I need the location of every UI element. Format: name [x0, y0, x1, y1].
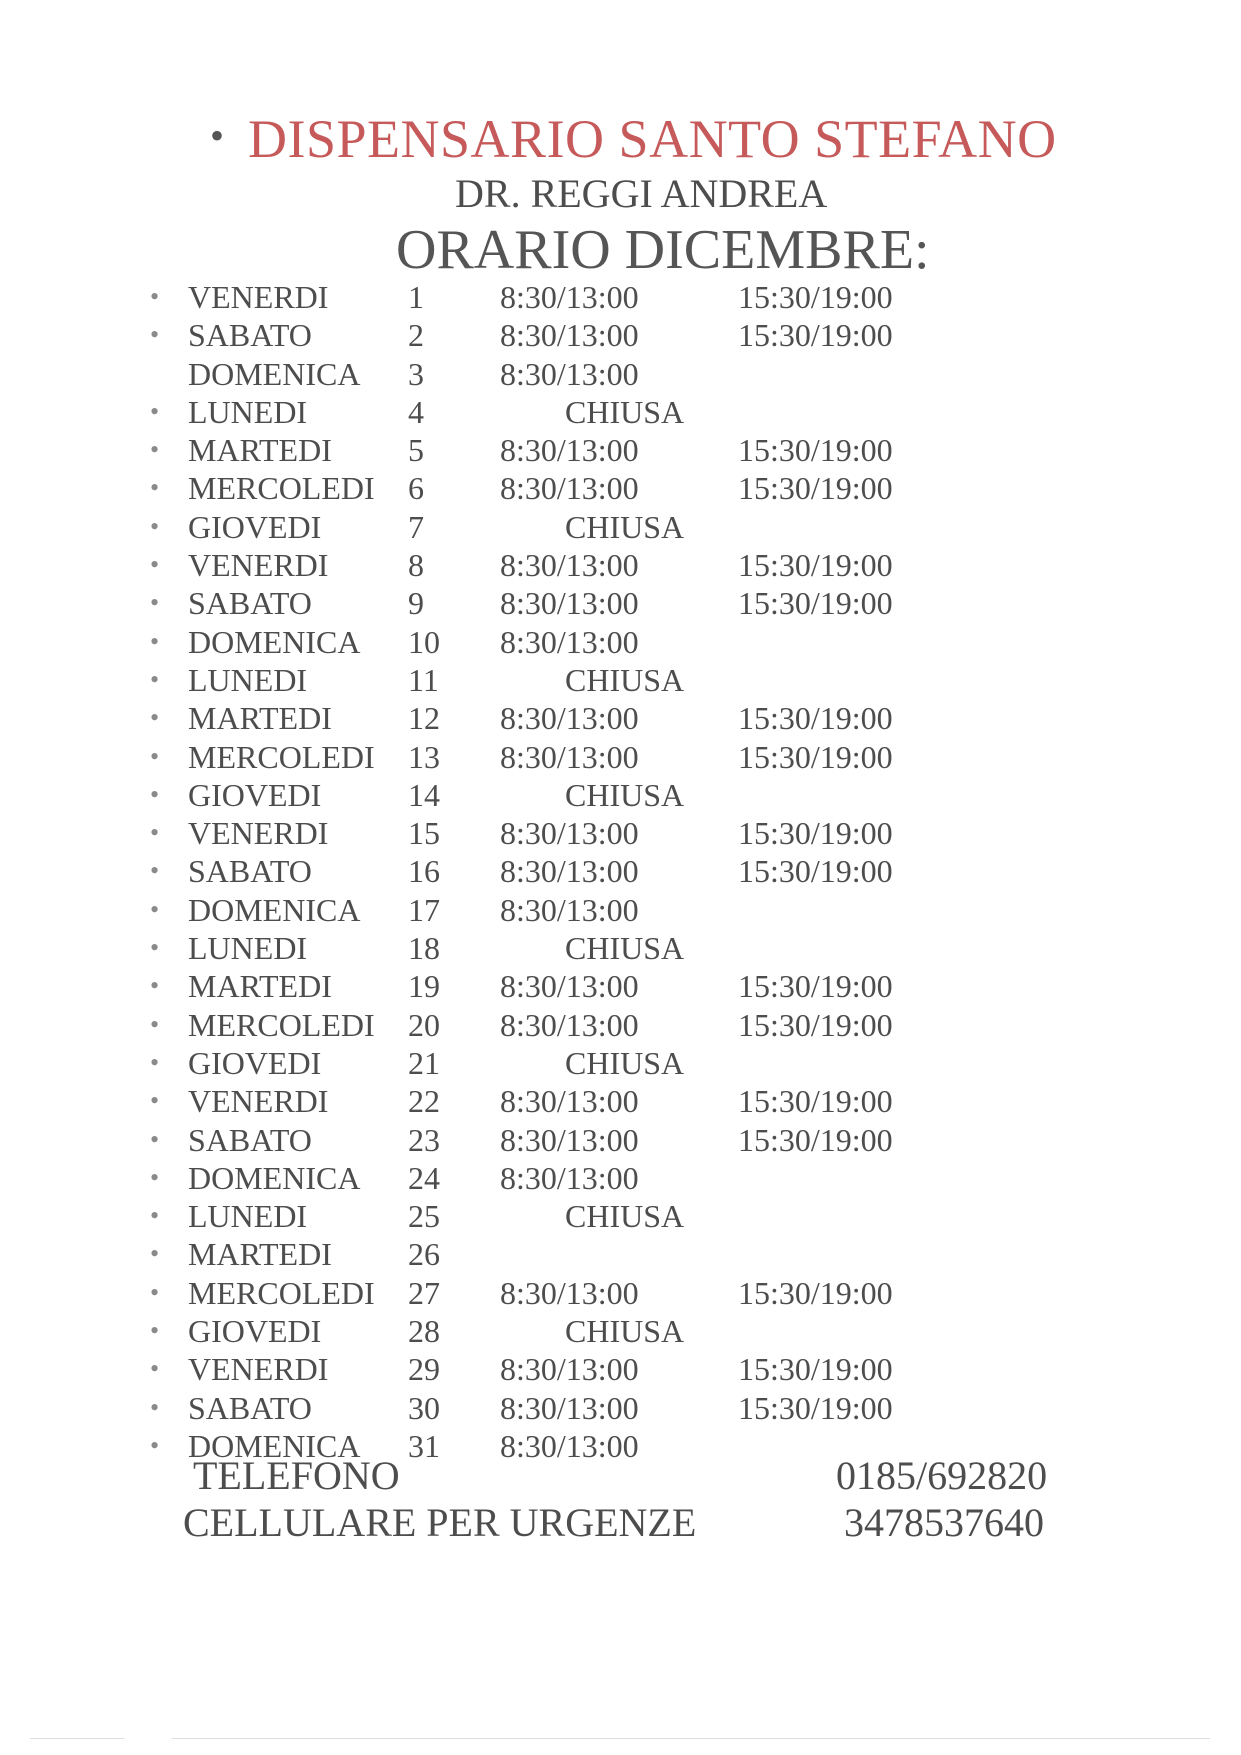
afternoon-hours: 15:30/19:00 — [738, 1389, 893, 1426]
day-number: 6 — [408, 470, 424, 507]
morning-hours: 8:30/13:00 — [500, 700, 639, 737]
afternoon-hours: 15:30/19:00 — [738, 700, 893, 737]
bullet-icon: • — [150, 894, 160, 924]
day-name: VENERDI — [188, 279, 329, 315]
day-number: 19 — [408, 968, 440, 1005]
morning-hours: 8:30/13:00 — [500, 1427, 639, 1464]
day-name: MERCOLEDI — [188, 1274, 375, 1311]
schedule-row — [0, 1197, 1241, 1235]
schedule-row — [0, 852, 1241, 890]
morning-hours: 8:30/13:00 — [500, 1159, 639, 1196]
afternoon-hours: 15:30/19:00 — [738, 1121, 893, 1158]
afternoon-hours: 15:30/19:00 — [738, 1006, 893, 1043]
day-name: MERCOLEDI — [188, 470, 375, 507]
day-name: LUNEDI — [188, 930, 308, 967]
bullet-icon: • — [150, 664, 160, 694]
afternoon-hours: 15:30/19:00 — [738, 1274, 893, 1311]
day-name: SABATO — [188, 853, 312, 890]
afternoon-hours: 15:30/19:00 — [738, 1351, 893, 1388]
day-number: 13 — [408, 738, 440, 775]
bullet-icon: • — [150, 1124, 160, 1154]
day-number: 22 — [408, 1083, 440, 1120]
bullet-icon: • — [150, 1009, 160, 1039]
afternoon-hours: 15:30/19:00 — [738, 968, 893, 1005]
bullet-icon: • — [150, 550, 160, 580]
schedule-row — [0, 316, 1241, 354]
day-number: 10 — [408, 623, 440, 660]
day-name: VENERDI — [188, 1351, 329, 1388]
bullet-icon: • — [150, 933, 160, 963]
day-number: 30 — [408, 1389, 440, 1426]
day-number: 4 — [408, 393, 424, 430]
afternoon-hours: 15:30/19:00 — [738, 279, 893, 315]
bullet-icon: • — [150, 320, 160, 350]
schedule-row — [0, 661, 1241, 699]
bullet-icon: • — [150, 1277, 160, 1307]
schedule-row — [0, 355, 1241, 393]
day-number: 27 — [408, 1274, 440, 1311]
closed-label: CHIUSA — [565, 393, 685, 430]
afternoon-hours: 15:30/19:00 — [738, 853, 893, 890]
day-name: VENERDI — [188, 547, 329, 584]
schedule-row — [0, 393, 1241, 431]
morning-hours: 8:30/13:00 — [500, 1274, 639, 1311]
day-name: DOMENICA — [188, 623, 361, 660]
afternoon-hours: 15:30/19:00 — [738, 1083, 893, 1120]
title-bullet-icon: • — [210, 113, 225, 158]
bullet-icon: • — [150, 1430, 160, 1460]
clinic-title — [210, 108, 1057, 170]
bullet-icon: • — [150, 818, 160, 848]
bullet-icon: • — [150, 1086, 160, 1116]
schedule-row — [0, 1389, 1241, 1427]
closed-label: CHIUSA — [565, 776, 685, 813]
closed-label: CHIUSA — [565, 508, 685, 545]
schedule-row — [0, 1159, 1241, 1197]
day-name: SABATO — [188, 317, 312, 354]
day-name: SABATO — [188, 585, 312, 622]
closed-label: CHIUSA — [565, 930, 685, 967]
morning-hours: 8:30/13:00 — [500, 968, 639, 1005]
day-name: LUNEDI — [188, 661, 308, 698]
schedule-row — [0, 508, 1241, 546]
bullet-icon: • — [150, 1047, 160, 1077]
day-number: 26 — [408, 1236, 440, 1273]
day-number: 21 — [408, 1044, 440, 1081]
bullet-icon: • — [150, 282, 160, 311]
day-number: 2 — [408, 317, 424, 354]
schedule-row — [0, 1082, 1241, 1120]
day-name: GIOVEDI — [188, 1313, 322, 1350]
day-number: 29 — [408, 1351, 440, 1388]
bullet-icon: • — [150, 856, 160, 886]
schedule-row — [0, 1274, 1241, 1312]
schedule-heading: ORARIO DICEMBRE: — [396, 219, 930, 281]
day-number: 5 — [408, 432, 424, 469]
afternoon-hours: 15:30/19:00 — [738, 738, 893, 775]
afternoon-hours: 15:30/19:00 — [738, 317, 893, 354]
bullet-icon: • — [150, 1162, 160, 1192]
afternoon-hours: 15:30/19:00 — [738, 547, 893, 584]
afternoon-hours: 15:30/19:00 — [738, 470, 893, 507]
schedule-row — [0, 814, 1241, 852]
day-number: 28 — [408, 1313, 440, 1350]
morning-hours: 8:30/13:00 — [500, 1121, 639, 1158]
schedule-row — [0, 699, 1241, 737]
day-number: 12 — [408, 700, 440, 737]
day-number: 8 — [408, 547, 424, 584]
morning-hours: 8:30/13:00 — [500, 738, 639, 775]
day-number: 1 — [408, 279, 424, 315]
day-name: MERCOLEDI — [188, 738, 375, 775]
schedule-row — [0, 546, 1241, 584]
day-name: GIOVEDI — [188, 1044, 322, 1081]
bullet-icon: • — [150, 741, 160, 771]
closed-label: CHIUSA — [565, 1313, 685, 1350]
bullet-icon: • — [150, 1239, 160, 1269]
morning-hours: 8:30/13:00 — [500, 623, 639, 660]
schedule-row — [0, 1427, 1241, 1465]
clinic-name: DISPENSARIO SANTO STEFANO — [248, 109, 1057, 169]
mobile-number: 3478537640 — [844, 1500, 1044, 1545]
bullet-icon: • — [150, 779, 160, 809]
schedule-row — [0, 278, 1241, 316]
day-number: 24 — [408, 1159, 440, 1196]
bullet-icon: • — [150, 1201, 160, 1231]
day-number: 31 — [408, 1427, 440, 1464]
day-name: VENERDI — [188, 815, 329, 852]
day-name: MARTEDI — [188, 700, 332, 737]
day-name: GIOVEDI — [188, 508, 322, 545]
day-number: 23 — [408, 1121, 440, 1158]
morning-hours: 8:30/13:00 — [500, 355, 639, 392]
day-name: SABATO — [188, 1121, 312, 1158]
morning-hours: 8:30/13:00 — [500, 585, 639, 622]
day-name: MARTEDI — [188, 1236, 332, 1273]
schedule-row — [0, 469, 1241, 507]
closed-label: CHIUSA — [565, 1044, 685, 1081]
bullet-icon: • — [150, 396, 160, 426]
bullet-icon: • — [150, 1392, 160, 1422]
morning-hours: 8:30/13:00 — [500, 1389, 639, 1426]
day-name: DOMENICA — [188, 1159, 361, 1196]
schedule-row — [0, 1235, 1241, 1273]
doctor-name: DR. REGGI ANDREA — [455, 171, 828, 216]
schedule-row — [0, 776, 1241, 814]
bullet-icon: • — [150, 511, 160, 541]
day-name: MARTEDI — [188, 432, 332, 469]
bullet-icon: • — [150, 703, 160, 733]
day-name: MARTEDI — [188, 968, 332, 1005]
morning-hours: 8:30/13:00 — [500, 815, 639, 852]
day-number: 3 — [408, 355, 424, 392]
schedule-list — [0, 278, 1241, 1465]
day-number: 11 — [408, 661, 439, 698]
mobile-label: CELLULARE PER URGENZE — [183, 1500, 697, 1545]
morning-hours: 8:30/13:00 — [500, 317, 639, 354]
day-number: 25 — [408, 1198, 440, 1235]
day-name: MERCOLEDI — [188, 1006, 375, 1043]
day-number: 20 — [408, 1006, 440, 1043]
morning-hours: 8:30/13:00 — [500, 432, 639, 469]
day-name: VENERDI — [188, 1083, 329, 1120]
day-name: DOMENICA — [188, 355, 361, 392]
morning-hours: 8:30/13:00 — [500, 470, 639, 507]
schedule-row — [0, 967, 1241, 1005]
day-name: DOMENICA — [188, 891, 361, 928]
bullet-icon: • — [150, 588, 160, 618]
day-name: GIOVEDI — [188, 776, 322, 813]
morning-hours: 8:30/13:00 — [500, 547, 639, 584]
phone-number: 0185/692820 — [836, 1453, 1048, 1498]
morning-hours: 8:30/13:00 — [500, 853, 639, 890]
schedule-row — [0, 738, 1241, 776]
day-name: SABATO — [188, 1389, 312, 1426]
afternoon-hours: 15:30/19:00 — [738, 432, 893, 469]
bullet-icon: • — [150, 435, 160, 465]
schedule-row — [0, 891, 1241, 929]
schedule-row — [0, 1006, 1241, 1044]
day-number: 15 — [408, 815, 440, 852]
bullet-icon: • — [150, 971, 160, 1001]
morning-hours: 8:30/13:00 — [500, 1006, 639, 1043]
day-number: 16 — [408, 853, 440, 890]
schedule-row — [0, 623, 1241, 661]
schedule-row — [0, 1044, 1241, 1082]
scan-edge-divider — [30, 1738, 1210, 1739]
morning-hours: 8:30/13:00 — [500, 1351, 639, 1388]
bullet-icon: • — [150, 626, 160, 656]
day-name: LUNEDI — [188, 1198, 308, 1235]
day-number: 14 — [408, 776, 440, 813]
day-number: 17 — [408, 891, 440, 928]
bullet-icon: • — [150, 1316, 160, 1346]
day-name: LUNEDI — [188, 393, 308, 430]
closed-label: CHIUSA — [565, 661, 685, 698]
afternoon-hours: 15:30/19:00 — [738, 585, 893, 622]
bullet-icon: • — [150, 1354, 160, 1384]
morning-hours: 8:30/13:00 — [500, 279, 639, 315]
day-number: 18 — [408, 930, 440, 967]
morning-hours: 8:30/13:00 — [500, 891, 639, 928]
afternoon-hours: 15:30/19:00 — [738, 815, 893, 852]
day-number: 7 — [408, 508, 424, 545]
day-number: 9 — [408, 585, 424, 622]
schedule-row — [0, 584, 1241, 622]
bullet-icon: • — [150, 473, 160, 503]
day-name: DOMENICA — [188, 1427, 361, 1464]
schedule-row — [0, 929, 1241, 967]
phone-label: TELEFONO — [193, 1453, 400, 1498]
closed-label: CHIUSA — [565, 1198, 685, 1235]
schedule-row — [0, 1121, 1241, 1159]
schedule-row — [0, 431, 1241, 469]
schedule-row — [0, 1312, 1241, 1350]
morning-hours: 8:30/13:00 — [500, 1083, 639, 1120]
schedule-row — [0, 1350, 1241, 1388]
